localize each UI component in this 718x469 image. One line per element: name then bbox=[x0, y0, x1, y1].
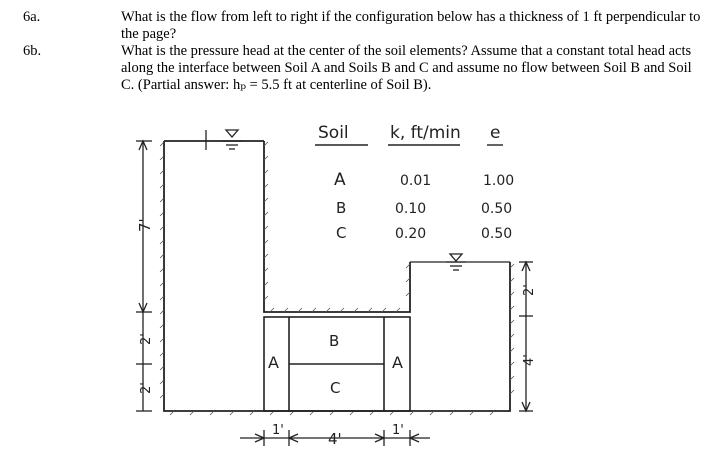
dim-2-upper-left-label: 2' bbox=[139, 333, 154, 345]
question-6b-number: 6b. bbox=[23, 43, 42, 59]
dim-2-lower-left-label: 2' bbox=[139, 382, 154, 394]
question-6a-text: What is the flow from left to right if the configuration below has a thickness of 1 ft perpendicular to the page? bbox=[121, 9, 701, 42]
table-row-k: 0.20 bbox=[395, 226, 427, 242]
table-row-e: 0.50 bbox=[481, 201, 513, 217]
table-row-e: 0.50 bbox=[481, 226, 513, 242]
table-row-soil: B bbox=[336, 199, 347, 217]
left-dimension-lines bbox=[136, 141, 152, 411]
table-row-soil: C bbox=[336, 224, 347, 242]
table-header-soil: Soil bbox=[318, 123, 349, 143]
dim-7-label: 7' bbox=[136, 218, 154, 232]
question-6a-number: 6a. bbox=[23, 9, 41, 25]
table-header-k: k, ft/min bbox=[390, 123, 461, 143]
dim-4-right-label: 4' bbox=[522, 354, 537, 366]
question-6b-text: What is the pressure head at the center of the soil elements? Assume that a constant total head acts along the interface between Soil A and Soils B and C and assume no flow between Soil B and Soil C. (Partial answer: hₚ = 5.5 ft at centerline of Soil B). bbox=[121, 43, 692, 93]
water-level-right-icon bbox=[446, 254, 466, 270]
soil-a-left-label: A bbox=[268, 353, 279, 372]
soil-property-table bbox=[315, 123, 514, 242]
soil-a-right-label: A bbox=[392, 353, 403, 372]
table-row-e: 1.00 bbox=[483, 173, 515, 189]
table-header-e: e bbox=[490, 123, 501, 143]
soil-b-label: B bbox=[329, 332, 340, 350]
water-level-left-icon bbox=[206, 130, 242, 150]
right-dimension-labels bbox=[522, 284, 537, 366]
table-row-k: 0.10 bbox=[395, 201, 427, 217]
table-row-k: 0.01 bbox=[400, 173, 432, 189]
soil-c-label: C bbox=[330, 379, 341, 397]
dim-1-left-label: 1' bbox=[272, 423, 284, 438]
dim-1-right-label: 1' bbox=[392, 423, 404, 438]
dim-2-right-label: 2' bbox=[522, 284, 537, 296]
table-row-soil: A bbox=[334, 170, 346, 190]
dim-4-bottom-label: 4' bbox=[328, 430, 342, 448]
